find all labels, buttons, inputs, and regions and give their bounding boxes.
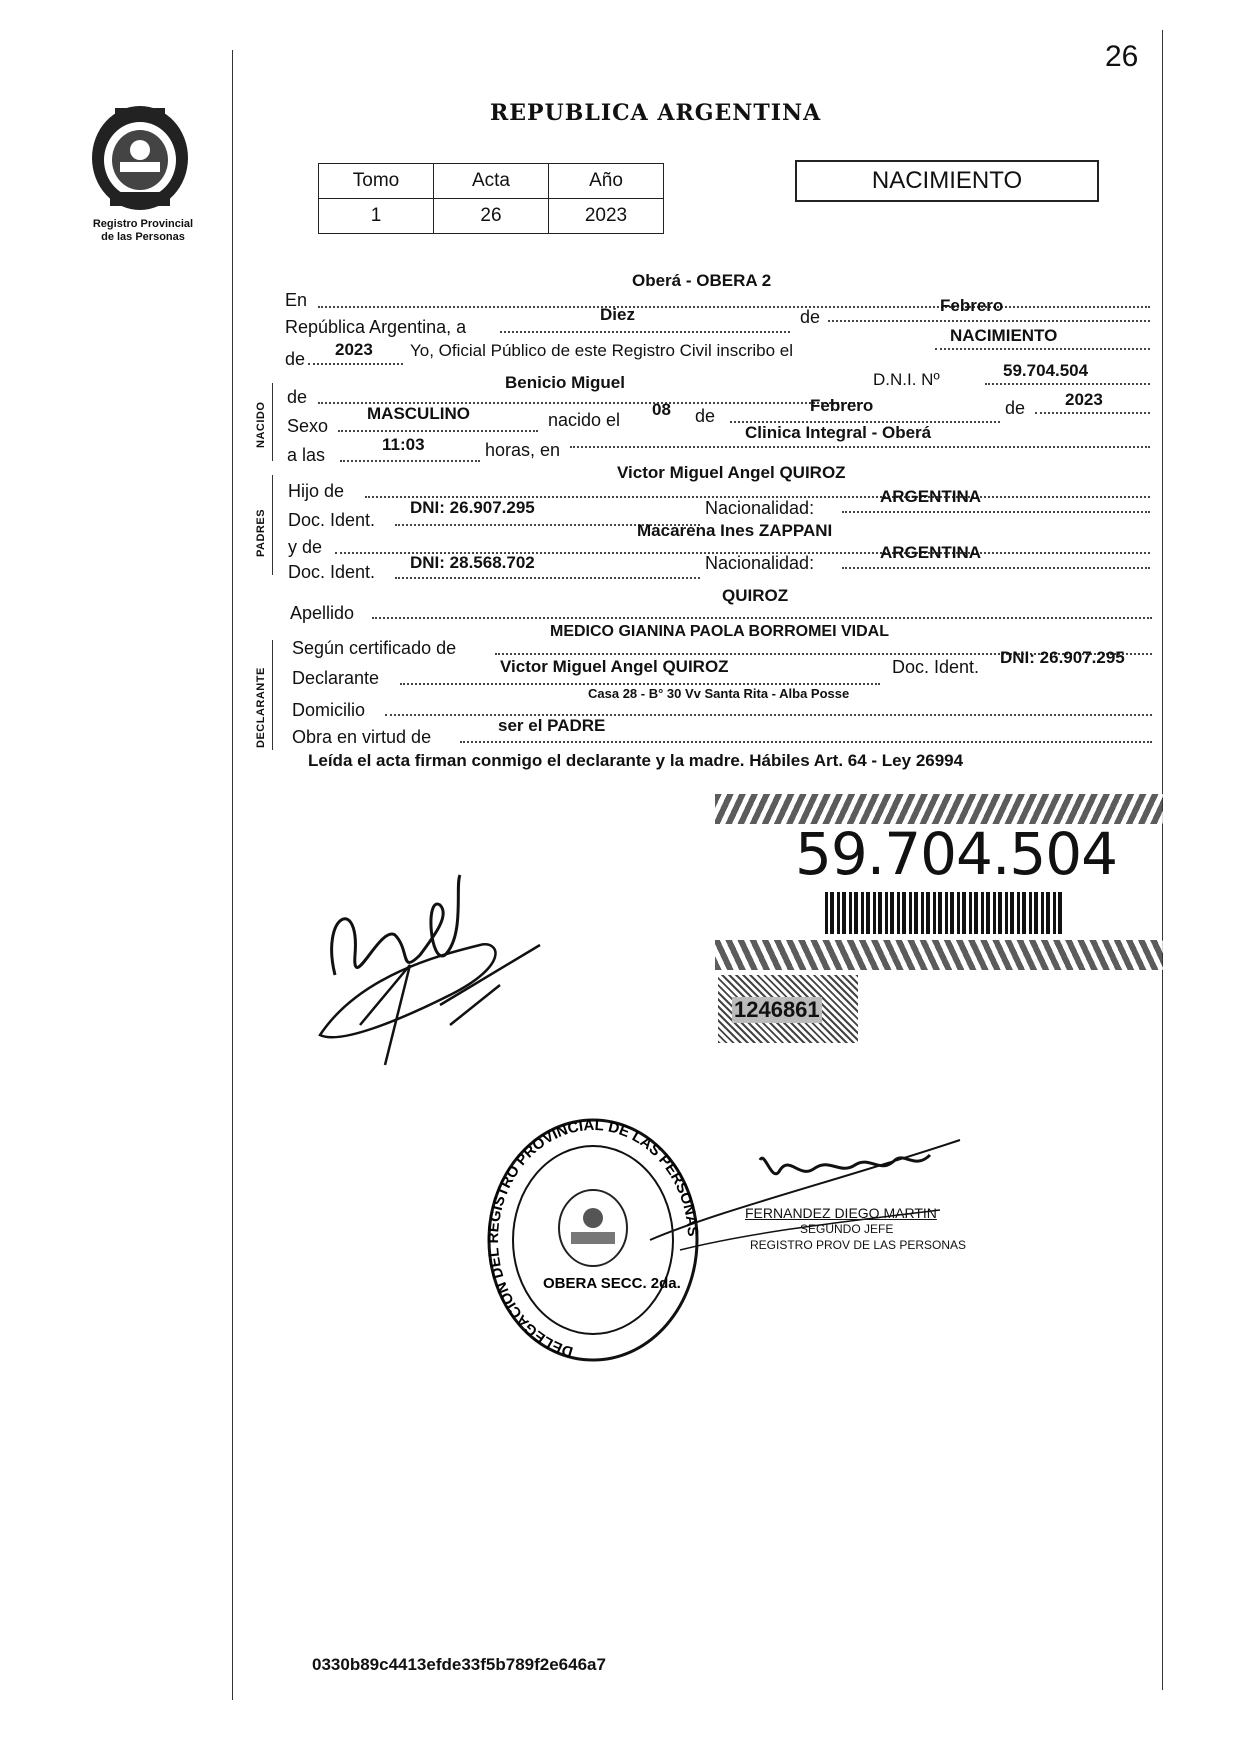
page-number: 26: [1105, 40, 1139, 73]
label-nacido-el: nacido el: [548, 410, 621, 430]
official-role: SEGUNDO JEFE: [800, 1222, 894, 1236]
section-line: [272, 383, 273, 461]
section-line: [272, 640, 273, 750]
apellido-value: QUIROZ: [722, 586, 789, 605]
dots: [338, 430, 538, 432]
dots: [308, 363, 403, 365]
right-margin-line: [1162, 30, 1163, 1690]
lugar-nac-value: Clinica Integral - Oberá: [745, 423, 932, 442]
dots: [570, 446, 1150, 448]
declarante-dni-value: DNI: 26.907.295: [1000, 648, 1125, 667]
label-segun: Según certificado de: [292, 638, 457, 658]
label-de5: de: [1005, 398, 1026, 418]
label-obra: Obra en virtud de: [292, 727, 432, 747]
label-de1: de: [800, 307, 821, 327]
logo-caption: Registro Provincial de las Personas: [92, 218, 194, 243]
declarante-value: Victor Miguel Angel QUIROZ: [500, 657, 729, 676]
label-doc-ident-3: Doc. Ident.: [892, 657, 980, 677]
dots: [460, 741, 1152, 743]
dots: [842, 567, 1150, 569]
label-de2: de: [285, 349, 306, 369]
dia-nac-value: 08: [652, 400, 671, 419]
dots: [340, 460, 480, 462]
label-apellido: Apellido: [290, 603, 355, 623]
register-value-acta: 26: [434, 199, 549, 234]
dots: [842, 511, 1150, 513]
padre-dni-value: DNI: 26.907.295: [410, 498, 535, 517]
dots: [500, 331, 790, 333]
domicilio-value: Casa 28 - B° 30 Vv Santa Rita - Alba Posse: [588, 686, 850, 701]
serial-number: 1246861: [734, 997, 820, 1022]
dots: [395, 577, 700, 579]
dots: [985, 383, 1150, 385]
certificado-value: MEDICO GIANINA PAOLA BORROMEI VIDAL: [550, 623, 889, 640]
section-declarante: DECLARANTE: [255, 667, 267, 748]
label-en: En: [285, 290, 308, 310]
section-line: [272, 475, 273, 575]
label-y-de: y de: [288, 537, 323, 557]
acto-value: NACIMIENTO: [950, 326, 1058, 345]
anio-value: 2023: [335, 340, 373, 359]
label-domicilio: Domicilio: [292, 700, 366, 720]
section-nacido: NACIDO: [255, 401, 267, 448]
dots: [1035, 412, 1150, 414]
declarant-signature: [300, 855, 560, 1085]
label-nacionalidad-2: Nacionalidad:: [705, 553, 815, 573]
sexo-value: MASCULINO: [367, 404, 470, 423]
dots: [318, 306, 1150, 308]
label-sexo: Sexo: [287, 416, 329, 436]
label-dni: D.N.I. Nº: [873, 370, 940, 389]
document-title: REPUBLICA ARGENTINA: [490, 100, 822, 126]
dots: [400, 683, 880, 685]
nombre-value: Benicio Miguel: [505, 373, 625, 392]
dots: [828, 320, 1150, 322]
register-table: [318, 163, 664, 234]
label-hijo-de: Hijo de: [288, 481, 345, 501]
label-declarante: Declarante: [292, 668, 380, 688]
register-value-anio: 2023: [549, 199, 664, 234]
register-header-anio: Año: [549, 164, 664, 199]
lugar-value: Oberá - OBERA 2: [632, 271, 772, 290]
dots: [372, 617, 1152, 619]
label-yo: Yo, Oficial Público de este Registro Civil inscribo el: [410, 341, 793, 360]
dots: [935, 348, 1150, 350]
padre-value: Victor Miguel Angel QUIROZ: [617, 463, 846, 482]
madre-dni-value: DNI: 28.568.702: [410, 553, 535, 572]
barcode: [825, 892, 1065, 934]
hora-value: 11:03: [382, 435, 425, 454]
register-value-tomo: 1: [319, 199, 434, 234]
serial-stamp: [718, 975, 858, 1043]
label-doc-ident-2: Doc. Ident.: [288, 562, 376, 582]
anio-nac-value: 2023: [1065, 390, 1103, 409]
mes-nac-value: Febrero: [810, 396, 874, 415]
label-de4: de: [695, 406, 716, 426]
label-nacionalidad-1: Nacionalidad:: [705, 498, 815, 518]
dni-value: 59.704.504: [1003, 361, 1089, 380]
official-office: REGISTRO PROV DE LAS PERSONAS: [750, 1238, 967, 1252]
seal-bottom-text: OBERA SECC. 2da.: [543, 1275, 681, 1292]
label-a-las: a las: [287, 445, 326, 465]
obra-value: ser el PADRE: [498, 716, 606, 735]
dni-stamp-number: 59.704.504: [795, 820, 1118, 888]
official-name: FERNANDEZ DIEGO MARTIN: [745, 1205, 937, 1221]
label-de3: de: [287, 387, 308, 407]
official-seal-stamp: [483, 1110, 703, 1370]
left-margin-line: [232, 50, 233, 1700]
closing-statement: Leída el acta firman conmigo el declarante y la madre. Hábiles Art. 64 - Ley 26994: [308, 751, 964, 770]
register-header-tomo: Tomo: [319, 164, 434, 199]
dni-stamp-band-bottom: [715, 940, 1163, 970]
section-padres: PADRES: [255, 508, 267, 557]
madre-value: Macarena Ines ZAPPANI: [637, 521, 833, 540]
mes-value: Febrero: [940, 296, 1004, 315]
provincial-seal-logo: [85, 100, 195, 215]
madre-nac-value: ARGENTINA: [880, 543, 982, 562]
seal-ring-path: DELEGACION DEL REGISTRO PROVINCIAL DE LAS PERSONAS: [484, 1116, 702, 1361]
label-horas-en: horas, en: [485, 440, 561, 460]
document-hash: 0330b89c4413efde33f5b789f2e646a7: [312, 1655, 606, 1674]
record-type-box: NACIMIENTO: [795, 160, 1099, 202]
label-republica: República Argentina, a: [285, 317, 467, 337]
label-doc-ident-1: Doc. Ident.: [288, 510, 376, 530]
dia-value: Diez: [600, 305, 635, 324]
register-header-acta: Acta: [434, 164, 549, 199]
padre-nac-value: ARGENTINA: [880, 487, 982, 506]
